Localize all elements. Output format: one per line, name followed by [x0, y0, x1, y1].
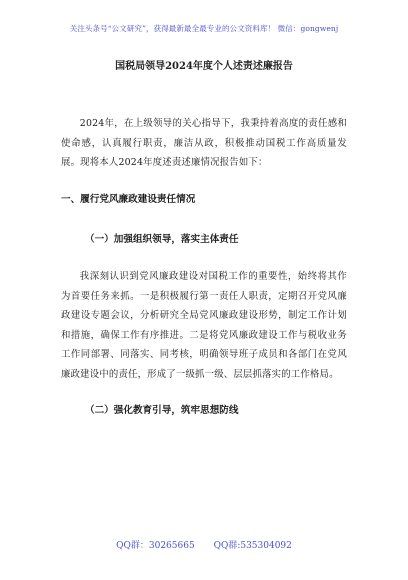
page-title: 国税局领导2024年度个人述责述廉报告: [115, 61, 293, 72]
intro-paragraph: 2024年，在上级领导的关心指导下，我秉持着高度的责任感和使命感，认真履行职责，廉洁从政，积极推动国税工作高质量发展。现将本人2024年度述责述廉情况报告如下：: [61, 118, 347, 168]
footer-qq-group-1: QQ群：30265665: [116, 541, 195, 551]
subsection-heading-2: （二）强化教育引导，筑牢思想防线: [85, 405, 239, 416]
section-heading-1: 一、履行党风廉政建设责任情况: [61, 194, 196, 205]
promo-banner: 关注头条号“公文研究”，获得最新最全最专业的公文资料库！ 微信：gongwenj: [69, 24, 339, 33]
footer-contact: [0, 538, 408, 551]
footer-qq-group-2: QQ群:535304092: [213, 541, 292, 551]
subsection-1-paragraph: 我深刻认识到党风廉政建设对国税工作的重要性，始终将其作为首要任务来抓。一是积极履行第一责任人职责，定期召开党风廉政建设专题会议，分析研究全局党风廉政建设形势，制定工作计划和措施，确保工作有序推进。二是将党风廉政建设工作与税收业务工作同部署、同落实、同考核，明确领导班子成员和各部门在党风廉政建设中的责任，形成了一级抓一级、层层抓落实的工作格局。: [61, 271, 347, 380]
subsection-heading-1: （一）加强组织领导，落实主体责任: [85, 234, 239, 245]
